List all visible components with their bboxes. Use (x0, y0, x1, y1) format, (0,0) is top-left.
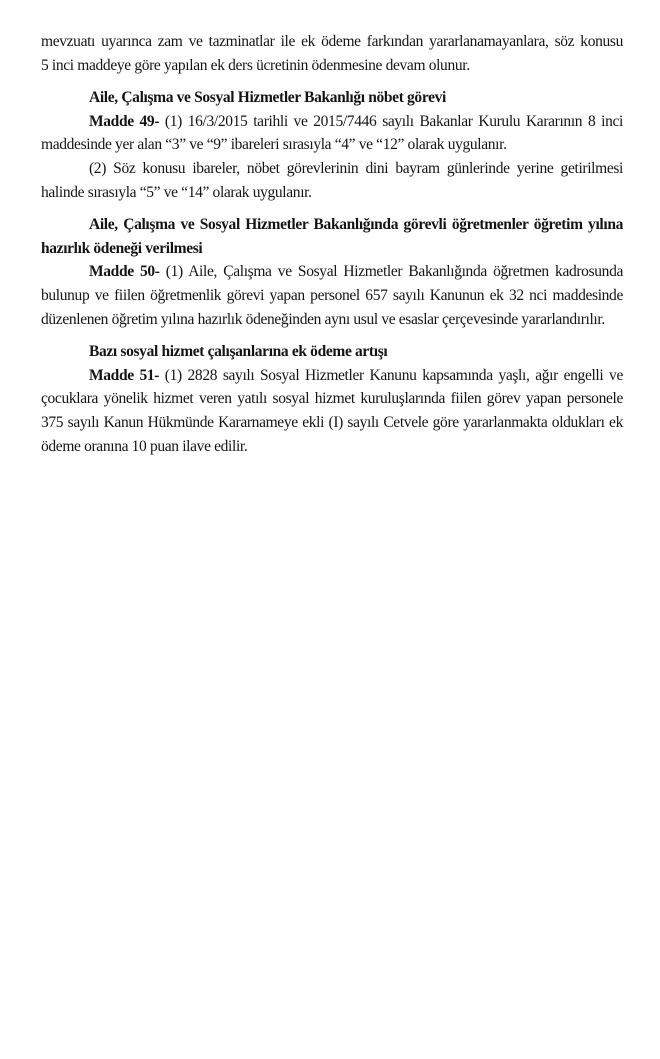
section-49-text-1: (1) 16/3/2015 tarihli ve 2015/7446 sayılı Bakanlar Kurulu Kararının 8 inci maddesinde yer alan “3” ve “9” ibareleri sırasıyla “4” ve “12” olarak uygulanır. (41, 112, 623, 154)
madde-50-label: Madde 50- (89, 263, 160, 281)
intro-line-1: mevzuatı uyarınca zam ve tazminatlar ile ek ödeme farkından yararlanamayanlara, söz konusu (41, 33, 623, 50)
section-51-text-1: (1) 2828 sayılı Sosyal Hizmetler Kanunu kapsamında yaşlı, ağır engelli ve çocuklara yönelik hizmet veren yatılı sosyal hizmet kuruluşlarında fiilen görev yapan personele 375 sayılı Kanun Hükmünde Kararnameye ekli (I) sayılı Cetvele göre yararlanmakta oldukları ek ödeme oranına 10 puan ilave edilir. (41, 366, 623, 455)
section-49-heading: Aile, Çalışma ve Sosyal Hizmetler Bakanlığı nöbet görevi (89, 89, 446, 107)
document-page (41, 30, 623, 458)
section-49-paragraph-2: (2) Söz konusu ibareler, nöbet görevlerinin dini bayram günlerinde yerine getirilmesi halinde sırasıyla “5” ve “14” olarak uygulanır. (41, 159, 623, 201)
section-49-paragraph-1 (41, 110, 623, 157)
section-50-heading: Aile, Çalışma ve Sosyal Hizmetler Bakanlığında görevli öğretmenler öğretim yılına hazırlık ödeneği verilmesi (41, 216, 623, 257)
madde-51-label: Madde 51- (89, 366, 160, 384)
section-50-text-1: (1) Aile, Çalışma ve Sosyal Hizmetler Bakanlığında öğretmen kadrosunda bulunup ve fiilen öğretmenlik görevi yapan personel 657 sayılı Kanunun ek 32 nci maddesinde düzenlenen öğretim yılına hazırlık ödeneğinden aynı usul ve esaslar çerçevesinde yararlandırılır. (41, 263, 623, 328)
intro-line-2: 5 inci maddeye göre yapılan ek ders ücretinin ödenmesine devam olunur. (41, 56, 470, 74)
section-51-heading: Bazı sosyal hizmet çalışanlarına ek ödeme artışı (89, 343, 388, 361)
section-51-paragraph-1 (41, 364, 623, 458)
madde-49-label: Madde 49- (89, 112, 160, 130)
section-50-paragraph-1 (41, 260, 623, 331)
